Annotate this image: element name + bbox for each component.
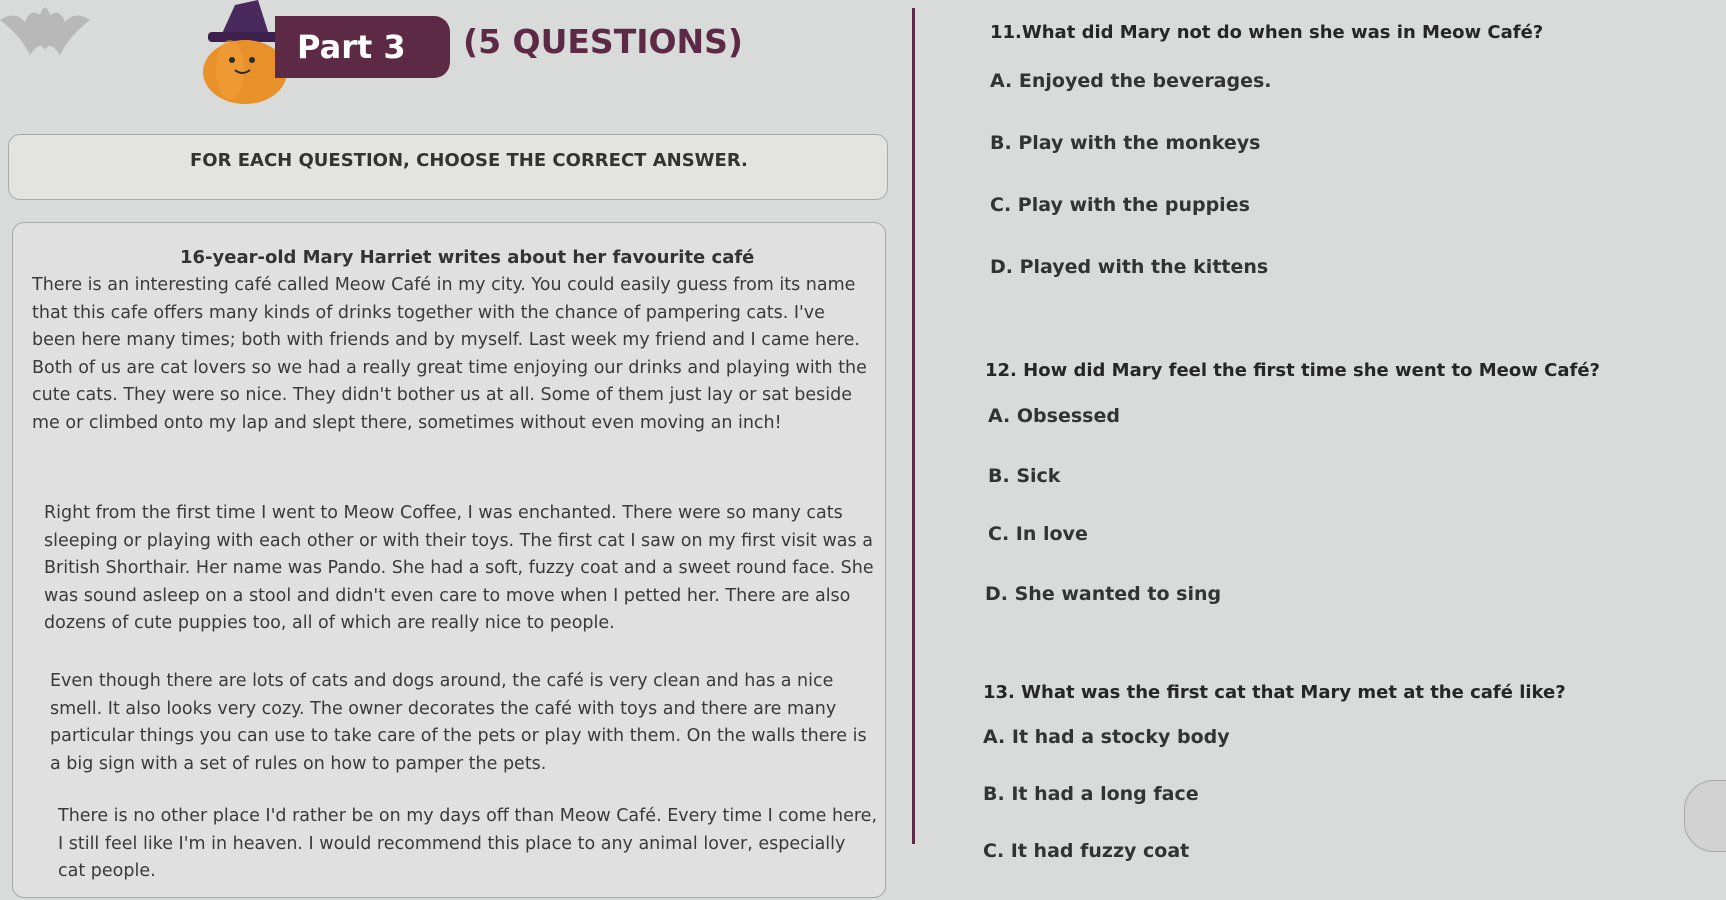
q12-option-d[interactable]: D. She wanted to sing <box>985 583 1222 605</box>
q11-option-a[interactable]: A. Enjoyed the beverages. <box>990 70 1272 92</box>
q11-option-c[interactable]: C. Play with the puppies <box>990 194 1250 216</box>
part-questions-count: (5 QUESTIONS) <box>463 22 744 61</box>
q13-option-b[interactable]: B. It had a long face <box>983 783 1199 805</box>
passage-paragraph-3: Even though there are lots of cats and dogs around, the café is very clean and has a nice smell. It also looks very cozy. The owner decorates the café with toys and there are many particular things you can use to take care of the pets or play with them. On the walls there is a big sign with a set of rules on how to pamper the pets. <box>50 671 867 774</box>
column-divider <box>912 8 915 844</box>
bat-icon <box>0 0 90 60</box>
q12-option-a[interactable]: A. Obsessed <box>988 405 1120 427</box>
passage-paragraph-2: Right from the first time I went to Meow Coffee, I was enchanted. There were so many cats sleeping or playing with each other or with their toys. The first cat I saw on my first visit was a British Shorthair. Her name was Pando. She had a soft, fuzzy coat and a sweet round face. She was sound asleep on a stool and didn't even care to move when I petted her. There are also dozens of cute puppies too, all of which are really nice to people. <box>44 503 874 633</box>
q13-option-a[interactable]: A. It had a stocky body <box>983 726 1230 748</box>
question-13: 13. What was the first cat that Mary met at the café like? <box>983 682 1566 703</box>
question-12: 12. How did Mary feel the first time she went to Meow Café? <box>985 360 1600 381</box>
question-11: 11.What did Mary not do when she was in Meow Café? <box>990 22 1544 43</box>
instruction-text: FOR EACH QUESTION, CHOOSE THE CORRECT ANSWER. <box>190 150 748 171</box>
q13-option-c[interactable]: C. It had fuzzy coat <box>983 840 1190 862</box>
q12-option-b[interactable]: B. Sick <box>988 465 1061 487</box>
part-label: Part 3 <box>275 16 450 78</box>
passage-title: 16-year-old Mary Harriet writes about her favourite café <box>180 247 755 268</box>
decorative-edge-shape <box>1684 780 1726 852</box>
passage-paragraph-4: There is no other place I'd rather be on my days off than Meow Café. Every time I come here, I still feel like I'm in heaven. I would recommend this place to any animal lover, especially cat people. <box>58 806 878 881</box>
q11-option-b[interactable]: B. Play with the monkeys <box>990 132 1261 154</box>
q11-option-d[interactable]: D. Played with the kittens <box>990 256 1269 278</box>
passage-paragraph-1: There is an interesting café called Meow Café in my city. You could easily guess from its name that this cafe offers many kinds of drinks together with the chance of pampering cats. I've been here many times; both with friends and by myself. Last week my friend and I came here. Both of us are cat lovers so we had a really great time enjoying our drinks and playing with the cute cats. They were so nice. They didn't bother us at all. Some of them just lay or sat beside me or climbed onto my lap and slept there, sometimes without even moving an inch! <box>32 275 867 433</box>
q12-option-c[interactable]: C. In love <box>988 523 1088 545</box>
